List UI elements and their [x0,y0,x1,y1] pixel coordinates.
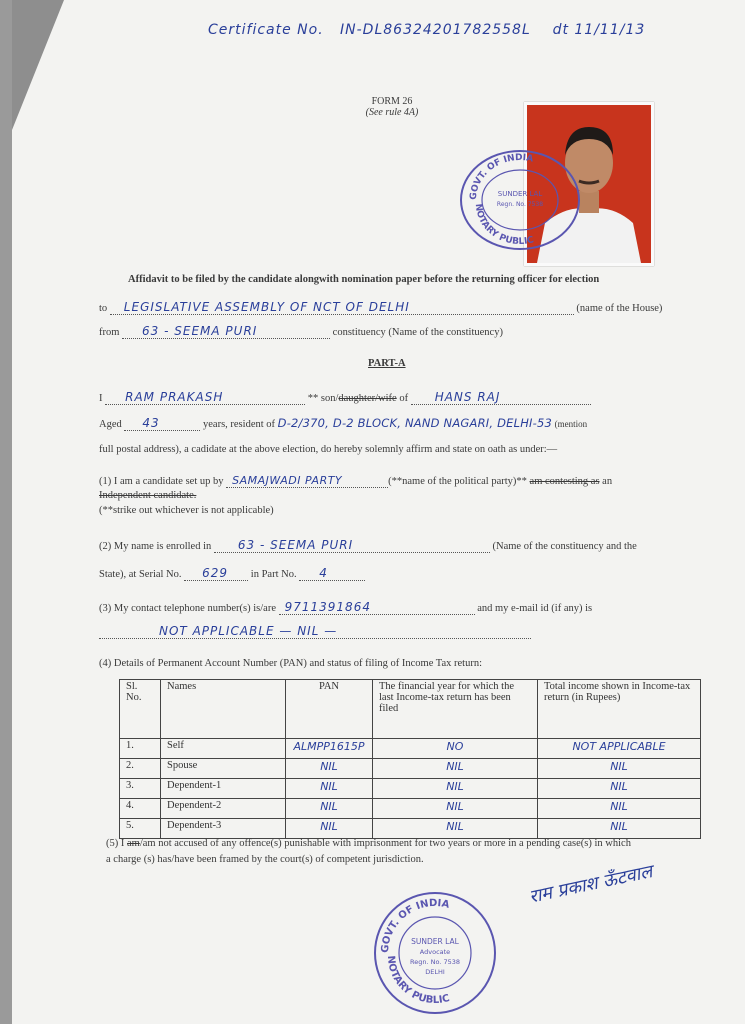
part-a-heading: PART-A [368,358,406,369]
item2-line2 [99,566,499,581]
table-row [120,819,701,839]
item5-struck: am [127,838,140,849]
item2-suffix: (Name of the constituency and the [492,541,637,552]
i-label: I [99,393,103,404]
stamp-outer-text: GOVT. OF INDIA [468,152,535,201]
row-income: NIL [610,780,628,793]
item1-line2: Independent candidate. [99,490,197,501]
row-year: NIL [446,780,464,793]
item-2 [99,538,709,553]
item5-text: /am not accused of any offence(s) punishable with imprisonment for two years or more in a pending case(s) in which [139,838,631,849]
part-label: in Part No. [250,569,297,580]
notary-stamp-top [460,150,580,250]
resident-label: years, resident of [203,419,276,430]
notary-stamp-bottom [374,892,496,1014]
row-sl: 1. [120,739,161,759]
table-row [120,759,701,779]
age-value: 43 [142,416,160,430]
row-pan: NIL [320,800,338,813]
pan-table-header [120,680,701,739]
item5-prefix: (5) I [106,838,127,849]
stamp2-name: SUNDER LAL [411,937,459,946]
row-year: NO [446,740,464,753]
candidate-signature: राम प्रकाश ऊँटवाल [527,861,655,908]
item-5 [106,838,706,849]
house-value: LEGISLATIVE ASSEMBLY OF NCT OF DELHI [123,300,410,314]
header-year: The financial year for which the last Income-tax return has been filed [373,680,538,739]
row-income: NIL [610,820,628,833]
folded-corner [12,0,64,130]
row-pan: NIL [320,780,338,793]
table-row [120,799,701,819]
item5-line2: a charge (s) has/have been framed by the court(s) of competent jurisdiction. [106,854,424,865]
pan-table [119,679,701,839]
row-pan: NIL [320,820,338,833]
email-line [99,624,539,639]
row-sl: 5. [120,819,161,839]
item-3 [99,600,709,615]
age-address-line [99,416,709,431]
stamp2-bottom-text: NOTARY PUBLIC [384,955,451,1007]
stamp2-city: DELHI [425,968,445,976]
address-line-2: full postal address), a cadidate at the above election, do hereby solemnly affirm and state on oath as under:— [99,444,558,455]
from-label: from [99,327,120,338]
house-line [99,300,699,315]
form-subtitle: (See rule 4A) [365,107,419,118]
father-name: HANS RAJ [434,390,501,404]
item4-heading: (4) Details of Permanent Account Number (PAN) and status of filing of Income Tax return: [99,658,483,669]
item-1 [99,474,699,488]
form-title-block [342,96,442,118]
row-name: Dependent-3 [161,819,286,839]
stamp2-advocate: Advocate [419,948,451,956]
stamp-bottom-text: NOTARY PUBLIC [472,203,535,248]
intro-line: Affidavit to be filed by the candidate alongwith nomination paper before the returning officer for election [128,274,600,285]
item2-prefix: (2) My name is enrolled in [99,541,212,552]
item3-suffix: and my e-mail id (if any) is [477,603,593,614]
row-pan: NIL [320,760,338,773]
aged-label: Aged [99,419,122,430]
item1-suffix2: an [599,476,613,487]
relation-struck: daughter/wife [338,393,397,404]
row-name: Self [161,739,286,759]
mention-label: (mention [554,419,588,429]
stamp-reg: Regn. No. 7538 [496,201,544,208]
row-year: NIL [446,820,464,833]
stamp2-top-text: GOVT. OF INDIA [379,897,451,954]
row-name: Dependent-2 [161,799,286,819]
item3-prefix: (3) My contact telephone number(s) is/are [99,603,276,614]
svg-text:NOTARY PUBLIC [473,203,535,247]
certificate-number: IN-DL86324201782558L [340,22,531,38]
stamp-name: SUNDER LAL [497,190,543,198]
row-name: Spouse [161,759,286,779]
affidavit-page [12,0,745,1024]
item1-suffix: (**name of the political party)** [388,476,527,487]
row-sl: 2. [120,759,161,779]
header-pan: PAN [286,680,373,739]
item1-note: (**strike out whichever is not applicable) [99,505,274,516]
email-value: NOT APPLICABLE — NIL — [159,624,338,638]
row-name: Dependent-1 [161,779,286,799]
serial-label: State), at Serial No. [99,569,182,580]
certificate-header [208,22,645,38]
to-label: to [99,303,108,314]
relation-suffix: of [396,393,409,404]
item1-struck: am contesting as [529,476,600,487]
item1-prefix: (1) I am a candidate set up by [99,476,224,487]
row-sl: 4. [120,799,161,819]
form-title: FORM 26 [371,96,413,107]
name-line [99,390,699,405]
party-value: SAMAJWADI PARTY [232,474,343,487]
header-names: Names [161,680,286,739]
row-year: NIL [446,760,464,773]
table-row [120,739,701,759]
relation-prefix: ** son/ [307,393,339,404]
constituency-suffix: constituency (Name of the constituency) [332,327,503,338]
serial-value: 629 [202,566,229,580]
constituency-value: 63 - SEEMA PURI [142,324,258,338]
header-sl: Sl. No. [120,680,161,739]
enrolled-constituency: 63 - SEEMA PURI [237,538,354,552]
phone-value: 9711391864 [284,600,371,614]
stamp2-reg: Regn. No. 7538 [409,958,461,966]
row-pan: ALMPP1615P [293,740,365,753]
row-income: NOT APPLICABLE [572,740,666,753]
constituency-line [99,324,699,339]
house-suffix: (name of the House) [576,303,663,314]
header-income: Total income shown in Income-tax return (in Rupees) [538,680,701,739]
certificate-date: dt 11/11/13 [552,22,646,38]
candidate-name: RAM PRAKASH [125,390,224,404]
certificate-label: Certificate No. [208,22,324,38]
row-income: NIL [610,760,628,773]
row-income: NIL [610,800,628,813]
address-value: D-2/370, D-2 BLOCK, NAND NAGARI, DELHI-53 [277,416,553,430]
part-value: 4 [319,566,328,580]
row-sl: 3. [120,779,161,799]
table-row [120,779,701,799]
row-year: NIL [446,800,464,813]
